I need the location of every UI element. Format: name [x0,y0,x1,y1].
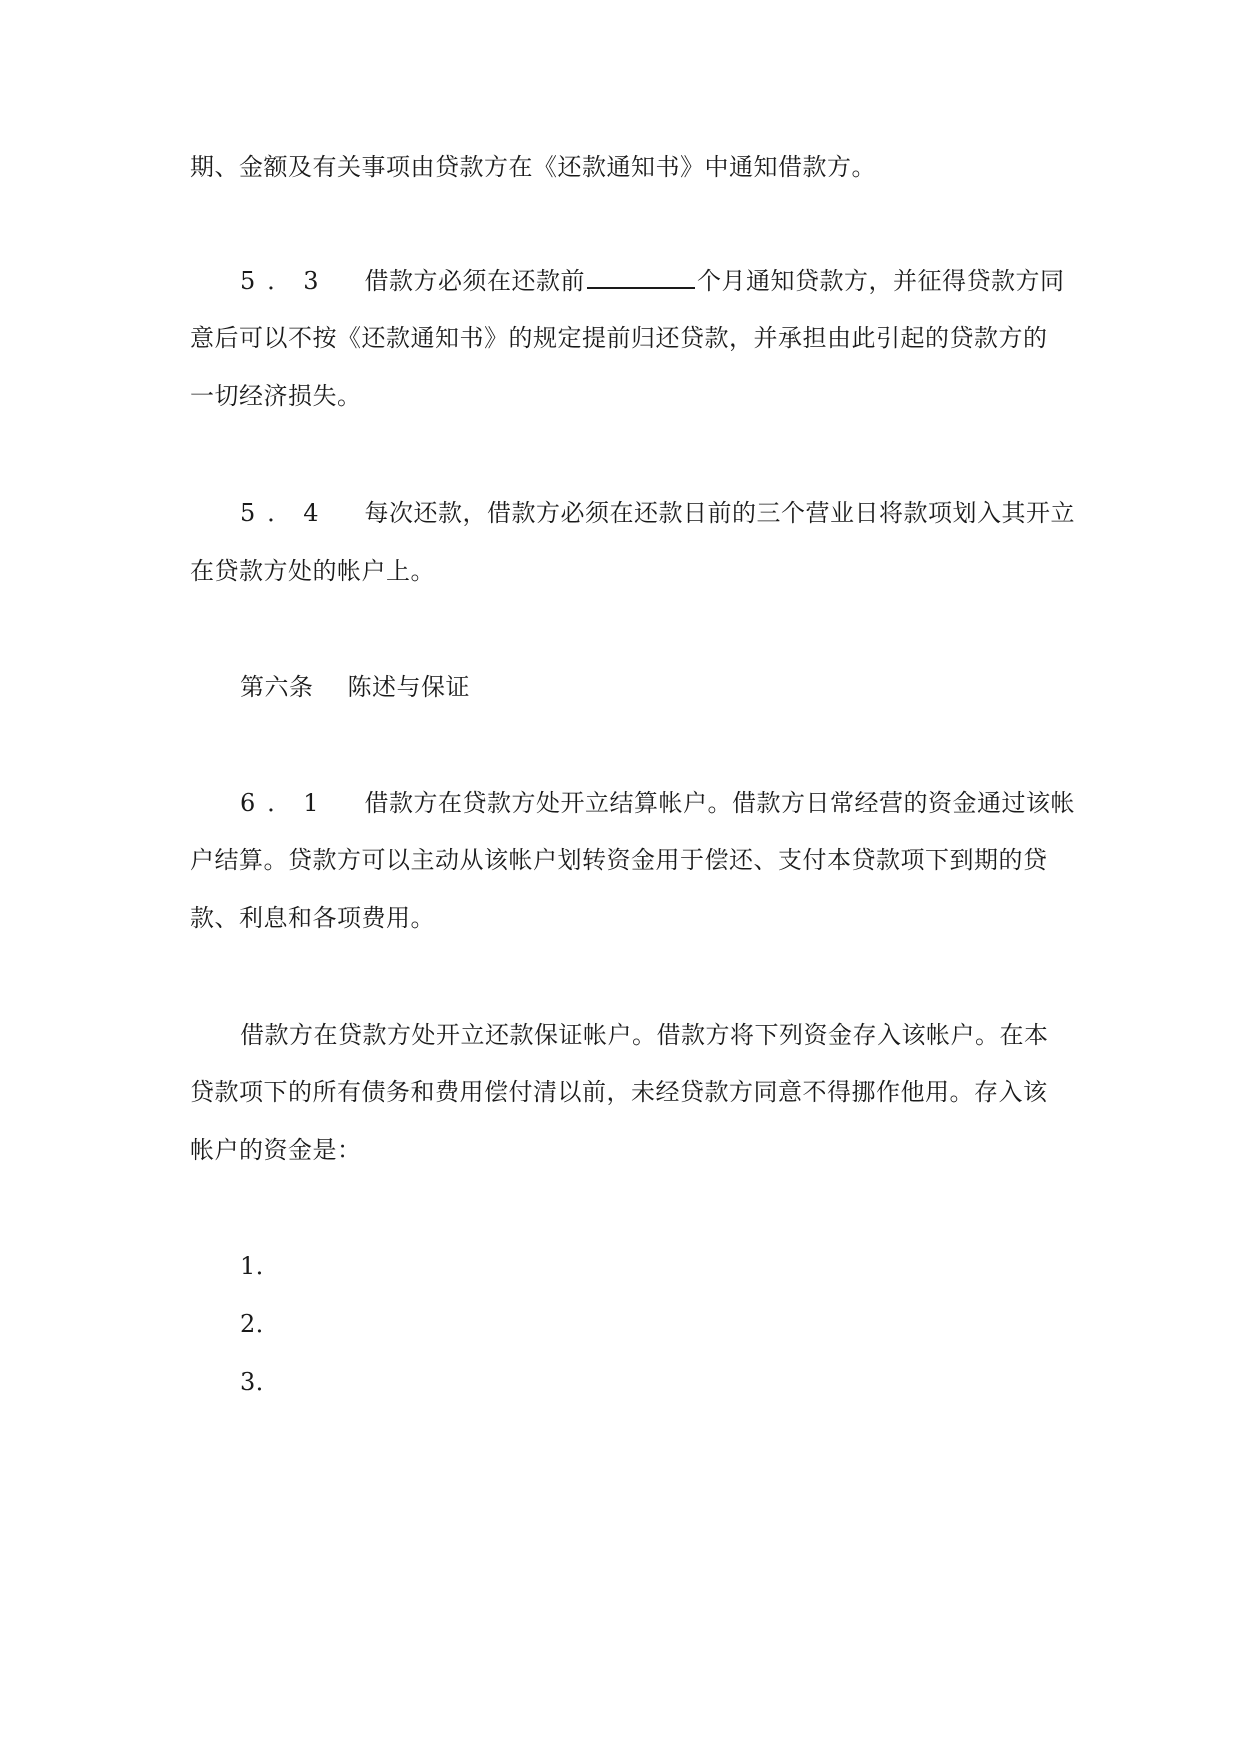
clause-5-3-line-1 [240,265,1110,297]
guarantee-text-2: 贷款项下的所有债务和费用偿付清以前，未经贷款方同意不得挪作他用。存入该 [190,1078,1048,1106]
guarantee-paragraph-line-1 [240,1019,1110,1051]
list-item-3 [240,1366,1110,1398]
list-item-2 [240,1308,1110,1340]
list-item-number: 3． [240,1368,281,1396]
continued-paragraph-line [190,151,1060,183]
list-item-number: 2． [240,1310,281,1338]
clause-5-3-text-before-blank: 借款方必须在还款前 [364,267,586,295]
guarantee-text-1: 借款方在贷款方处开立还款保证帐户。借款方将下列资金存入该帐户。在本 [240,1021,1049,1049]
guarantee-paragraph-line-3 [190,1134,1060,1166]
clause-5-3-line-2 [190,322,1060,354]
clause-5-3-text-3: 一切经济损失。 [190,382,362,410]
article-6-heading [240,671,1110,703]
clause-5-4-text-1: 每次还款，借款方必须在还款日前的三个营业日将款项划入其开立 [364,499,1076,527]
clause-5-4-text-2: 在贷款方处的帐户上。 [190,557,435,585]
article-6-title: 陈述与保证 [347,673,470,701]
clause-5-3-line-3 [190,380,1060,412]
fill-in-blank-months[interactable] [587,265,695,289]
clause-6-1-text-1: 借款方在贷款方处开立结算帐户。借款方日常经营的资金通过该帐 [364,789,1076,817]
list-item-number: 1． [240,1252,281,1280]
clause-5-3-number: 5．3 [240,267,331,295]
clause-5-4-line-2 [190,555,1060,587]
article-6-label: 第六条 [240,673,314,701]
clause-5-4-number: 5．4 [240,499,331,527]
continued-paragraph-text: 期、金额及有关事项由贷款方在《还款通知书》中通知借款方。 [190,153,876,181]
list-item-1 [240,1250,1110,1282]
clause-6-1-line-3 [190,902,1060,934]
guarantee-text-3: 帐户的资金是： [190,1136,362,1164]
clause-5-3-text-after-blank: 个月通知贷款方，并征得贷款方同 [697,267,1065,295]
guarantee-paragraph-line-2 [190,1076,1060,1108]
clause-6-1-line-1 [240,787,1110,819]
clause-6-1-number: 6．1 [240,789,331,817]
clause-6-1-text-2: 户结算。贷款方可以主动从该帐户划转资金用于偿还、支付本贷款项下到期的贷 [190,846,1048,874]
clause-6-1-line-2 [190,844,1060,876]
clause-6-1-text-3: 款、利息和各项费用。 [190,904,435,932]
clause-5-4-line-1 [240,497,1110,529]
clause-5-3-text-2: 意后可以不按《还款通知书》的规定提前归还贷款，并承担由此引起的贷款方的 [190,324,1048,352]
